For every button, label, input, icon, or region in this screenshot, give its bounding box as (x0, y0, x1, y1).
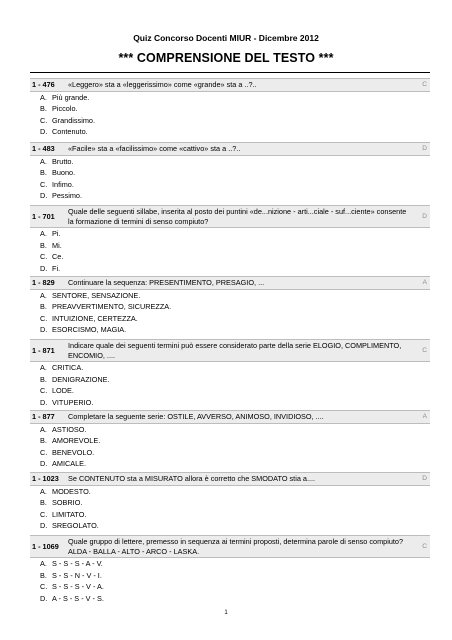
document-title: *** COMPRENSIONE DEL TESTO *** (118, 51, 334, 65)
option-item (30, 290, 430, 302)
option-text: DENIGRAZIONE. (52, 374, 110, 384)
answer-key: D (422, 212, 427, 220)
option-text: Buono. (52, 168, 76, 178)
option-letter: C. (40, 179, 48, 189)
option-text: Infimo. (52, 179, 74, 189)
page-number: 1 (224, 610, 228, 616)
option-item (30, 435, 430, 447)
option-letter: D. (40, 191, 48, 201)
option-item (30, 362, 430, 374)
option-text: S - S - S - V - A. (52, 582, 104, 592)
answer-key: D (422, 145, 427, 152)
answer-key: C (422, 81, 427, 88)
option-text: INTUIZIONE, CERTEZZA. (52, 313, 138, 323)
option-item (30, 447, 430, 459)
option-item (30, 103, 430, 115)
option-text: CRITICA. (52, 363, 84, 373)
option-item (30, 156, 430, 168)
option-letter: B. (40, 302, 47, 312)
option-item (30, 397, 430, 409)
option-text: Brutto. (52, 156, 74, 166)
option-item (30, 263, 430, 275)
option-text: Pessimo. (52, 191, 83, 201)
option-item (30, 228, 430, 240)
option-letter: A. (40, 229, 47, 239)
answer-key: A (422, 279, 427, 286)
option-letter: B. (40, 168, 47, 178)
option-item (30, 313, 430, 325)
option-text: AMICALE. (52, 459, 87, 469)
option-text: SOBRIO. (52, 498, 83, 508)
option-text: LIMITATO. (52, 509, 87, 519)
question-header (30, 339, 430, 362)
option-item (30, 179, 430, 191)
option-item (30, 581, 430, 593)
option-text: Contenuto. (52, 127, 88, 137)
question-text: «Leggero» sta a «leggerissimo» come «grande» sta a ..?.. (68, 80, 257, 89)
question-text: Quale delle seguenti sillabe, inserita al posto dei puntini «de...nizione - arti...ciale - suf...ciente» consente la formazione di termini di senso compiuto? (68, 207, 407, 226)
question-block (30, 535, 430, 605)
question-number: 1 - 1023 (32, 474, 59, 483)
option-text: AMOREVOLE. (52, 436, 101, 446)
question-block (30, 142, 430, 202)
option-letter: D. (40, 397, 48, 407)
question-text: Completare la seguente serie: OSTILE, AVVERSO, ANIMOSO, INVIDIOSO, .... (68, 412, 324, 421)
option-letter: B. (40, 374, 47, 384)
question-number: 1 - 1069 (32, 541, 59, 551)
option-letter: B. (40, 104, 47, 114)
question-text: «Facile» sta a «facilissimo» come «cattivo» sta a ..?.. (68, 144, 241, 153)
option-text: Grandissimo. (52, 115, 95, 125)
option-item (30, 497, 430, 509)
option-text: Più grande. (52, 92, 90, 102)
question-block (30, 410, 430, 470)
answer-key: C (422, 542, 427, 550)
option-item (30, 458, 430, 470)
option-letter: C. (40, 252, 48, 262)
option-letter: B. (40, 498, 47, 508)
option-text: Piccolo. (52, 104, 78, 114)
question-number: 1 - 871 (32, 345, 55, 355)
question-number: 1 - 877 (32, 412, 55, 421)
option-letter: D. (40, 263, 48, 273)
option-item (30, 486, 430, 498)
question-header (30, 78, 430, 92)
option-letter: A. (40, 486, 47, 496)
option-letter: A. (40, 363, 47, 373)
option-text: A - S - S - V - S. (52, 593, 104, 603)
question-text: Indicare quale dei seguenti termini può essere considerato parte della serie ELOGIO, COMPLIMENTO, ENCOMIO, .... (68, 341, 402, 360)
question-header (30, 142, 430, 156)
option-item (30, 92, 430, 104)
option-letter: A. (40, 290, 47, 300)
option-item (30, 509, 430, 521)
question-header (30, 535, 430, 558)
option-letter: D. (40, 593, 48, 603)
option-letter: B. (40, 436, 47, 446)
option-letter: C. (40, 509, 48, 519)
option-letter: A. (40, 559, 47, 569)
question-block (30, 205, 430, 275)
option-text: S - S - S - A - V. (52, 559, 103, 569)
question-header (30, 205, 430, 228)
option-item (30, 324, 430, 336)
option-item (30, 190, 430, 202)
title-rule (30, 72, 430, 73)
option-text: LODE. (52, 386, 74, 396)
option-letter: D. (40, 521, 48, 531)
option-text: SENTORE, SENSAZIONE. (52, 290, 141, 300)
option-text: PREAVVERTIMENTO, SICUREZZA. (52, 302, 172, 312)
option-text: S - S - N - V - I. (52, 570, 102, 580)
answer-key: A (422, 413, 427, 420)
question-text: Se CONTENUTO sta a MISURATO allora è corretto che SMODATO stia a.... (68, 474, 316, 483)
option-item (30, 251, 430, 263)
option-text: VITUPERIO. (52, 397, 94, 407)
option-text: MODESTO. (52, 486, 91, 496)
option-text: Mi. (52, 240, 62, 250)
question-number: 1 - 701 (32, 211, 55, 221)
option-item (30, 167, 430, 179)
question-number: 1 - 476 (32, 80, 55, 89)
option-item (30, 385, 430, 397)
answer-key: D (422, 475, 427, 482)
option-item (30, 240, 430, 252)
option-letter: D. (40, 127, 48, 137)
option-text: Pi. (52, 229, 61, 239)
option-letter: D. (40, 325, 48, 335)
option-letter: C. (40, 447, 48, 457)
question-header (30, 472, 430, 486)
option-item (30, 570, 430, 582)
option-letter: C. (40, 582, 48, 592)
option-item (30, 301, 430, 313)
question-number: 1 - 483 (32, 144, 55, 153)
option-item (30, 374, 430, 386)
option-letter: C. (40, 386, 48, 396)
question-header (30, 410, 430, 424)
option-text: ESORCISMO, MAGIA. (52, 325, 127, 335)
question-block (30, 276, 430, 336)
option-letter: A. (40, 424, 47, 434)
question-text: Continuare la sequenza: PRESENTIMENTO, PRESAGIO, ... (68, 278, 265, 287)
option-item (30, 558, 430, 570)
option-item (30, 424, 430, 436)
answer-key: C (422, 346, 427, 354)
option-letter: C. (40, 313, 48, 323)
question-number: 1 - 829 (32, 278, 55, 287)
document-header: Quiz Concorso Docenti MIUR - Dicembre 2012 (133, 33, 319, 43)
question-header (30, 276, 430, 290)
option-letter: B. (40, 570, 47, 580)
question-block (30, 339, 430, 409)
option-item (30, 115, 430, 127)
option-letter: C. (40, 115, 48, 125)
option-item (30, 593, 430, 605)
option-text: Fi. (52, 263, 61, 273)
option-text: Ce. (52, 252, 64, 262)
option-letter: A. (40, 92, 47, 102)
option-item (30, 520, 430, 532)
option-text: ASTIOSO. (52, 424, 87, 434)
question-block (30, 78, 430, 138)
option-text: BENEVOLO. (52, 447, 95, 457)
question-text: Quale gruppo di lettere, premesso in sequenza ai termini proposti, determina parole di senso compiuto? ALDA - BALLA - ALTO - ARCO - LASKA. (68, 537, 404, 556)
option-item (30, 126, 430, 138)
question-block (30, 472, 430, 532)
option-letter: D. (40, 459, 48, 469)
option-letter: B. (40, 240, 47, 250)
option-letter: A. (40, 156, 47, 166)
option-text: SREGOLATO. (52, 521, 99, 531)
